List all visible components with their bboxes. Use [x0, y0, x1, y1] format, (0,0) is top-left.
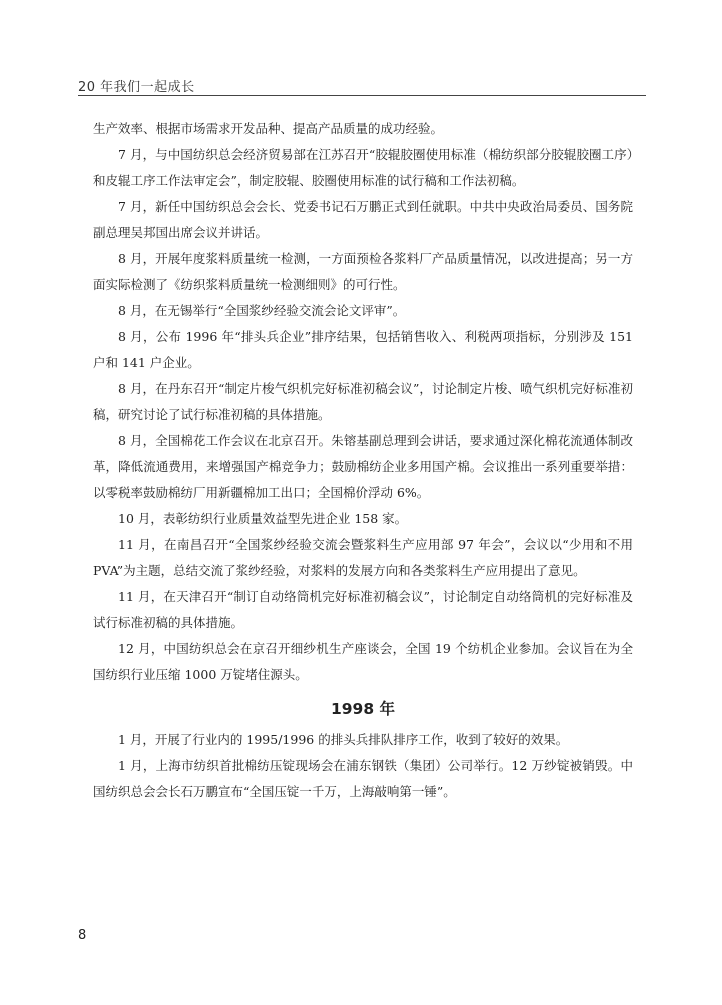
paragraph: 8 月，在丹东召开“制定片梭气织机完好标准初稿会议”，讨论制定片梭、喷气织机完好标准初稿，研究讨论了试行标准初稿的具体措施。	[93, 381, 633, 422]
running-head-title: 20 年我们一起成长	[78, 80, 195, 95]
paragraph: 1 月，上海市纺织首批棉纺压锭现场会在浦东钢铁（集团）公司举行。12 万纱锭被销毁。中国纺织总会会长石万鹏宣布“全国压锭一千万，上海敲响第一锤”。	[93, 758, 633, 799]
paragraph: 8 月，开展年度浆料质量统一检测，一方面预检各浆料厂产品质量情况，以改进提高；另一方面实际检测了《纺织浆料质量统一检测细则》的可行性。	[93, 251, 633, 292]
paragraph: 7 月，与中国纺织总会经济贸易部在江苏召开“胶辊胶圈使用标准（棉纺织部分胶辊胶圈工序）和皮辊工序工作法审定会”，制定胶辊、胶圈使用标准的试行稿和工作法初稿。	[93, 147, 633, 188]
page-body	[93, 116, 637, 805]
paragraph: 生产效率、根据市场需求开发品种、提高产品质量的成功经验。	[93, 121, 444, 136]
page-number: 8	[78, 928, 87, 943]
paragraph: 12 月，中国纺织总会在京召开细纱机生产座谈会，全国 19 个纺机企业参加。会议旨在为全国纺织行业压缩 1000 万锭堵住源头。	[93, 641, 633, 682]
paragraph: 7 月，新任中国纺织总会会长、党委书记石万鹏正式到任就职。中共中央政治局委员、国务院副总理吴邦国出席会议并讲话。	[93, 199, 633, 240]
paragraph: 8 月，在无锡举行“全国浆纱经验交流会论文评审”。	[118, 303, 406, 318]
section-heading-year: 1998 年	[330, 700, 396, 718]
paragraph: 8 月，全国棉花工作会议在北京召开。朱镕基副总理到会讲话，要求通过深化棉花流通体制改革，降低流通费用，来增强国产棉竞争力；鼓励棉纺企业多用国产棉。会议推出一系列重要举措：以零税率鼓励棉纺厂用新疆棉加工出口；全国棉价浮动 6%。	[93, 433, 633, 500]
paragraph: 11 月，在南昌召开“全国浆纱经验交流会暨浆料生产应用部 97 年会”，会议以“少用和不用 PVA”为主题，总结交流了浆纱经验，对浆料的发展方向和各类浆料生产应用提出了意见。	[93, 537, 637, 578]
paragraph: 11 月，在天津召开“制订自动络筒机完好标准初稿会议”，讨论制定自动络筒机的完好标准及试行标准初稿的具体措施。	[93, 589, 633, 630]
paragraph: 1 月，开展了行业内的 1995/1996 的排头兵排队排序工作，收到了较好的效果。	[118, 732, 569, 747]
header-rule	[78, 95, 646, 96]
paragraph: 8 月，公布 1996 年“排头兵企业”排序结果，包括销售收入、利税两项指标，分别涉及 151 户和 141 户企业。	[93, 329, 637, 370]
paragraph: 10 月，表彰纺织行业质量效益型先进企业 158 家。	[118, 511, 408, 526]
